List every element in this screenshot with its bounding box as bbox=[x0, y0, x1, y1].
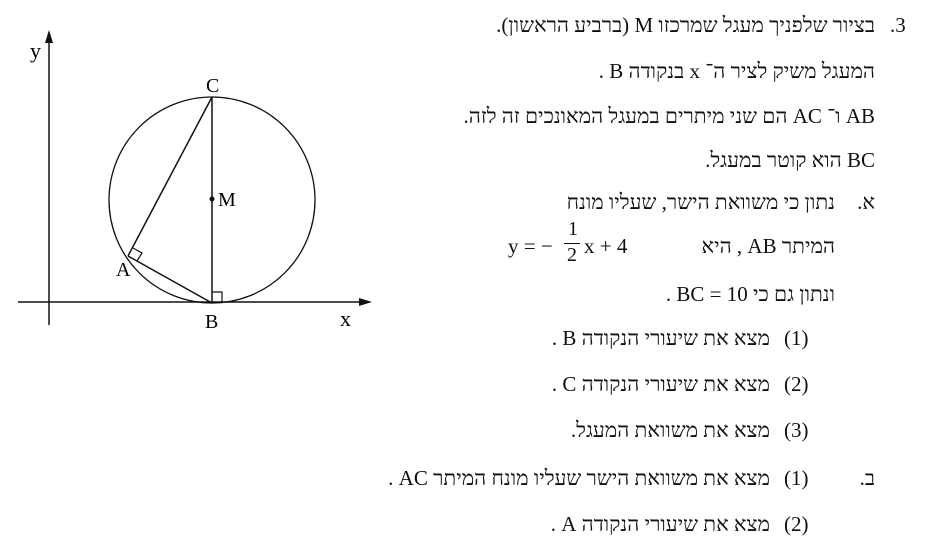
label-a: A bbox=[116, 259, 131, 281]
label-m: M bbox=[218, 189, 236, 211]
part-b-item-1-num: (1) bbox=[784, 466, 809, 490]
label-y-axis: y bbox=[30, 38, 41, 63]
chord-ab bbox=[128, 256, 212, 303]
part-a-given-line-3: ונתון גם כי BC = 10 . bbox=[665, 282, 835, 306]
label-c: C bbox=[206, 75, 220, 97]
intro-line-4: BC הוא קוטר במעגל. bbox=[705, 148, 875, 172]
x-axis-arrow bbox=[359, 298, 372, 306]
part-a-item-2-text: מצא את שיעורי הנקודה C . bbox=[551, 372, 770, 396]
part-b-item-2-text: מצא את שיעורי הנקודה A . bbox=[550, 512, 770, 536]
part-a-item-1-text: מצא את שיעורי הנקודה B . bbox=[551, 326, 770, 350]
center-point-m bbox=[210, 197, 215, 202]
geometry-diagram bbox=[0, 0, 400, 340]
part-a-item-3-text: מצא את משוואת המעגל. bbox=[570, 418, 770, 442]
part-b-letter: ב. bbox=[859, 466, 875, 490]
equation-rhs: x + 4 bbox=[584, 234, 628, 258]
equation-lhs: y = − bbox=[508, 234, 553, 258]
right-angle-b bbox=[212, 292, 222, 302]
equation-ab bbox=[508, 218, 658, 270]
equation-numerator: 1 bbox=[568, 218, 578, 240]
part-a-item-2-num: (2) bbox=[784, 372, 809, 396]
label-b: B bbox=[205, 311, 219, 333]
part-b-item-1-text: מצא את משוואת הישר שעליו מונח המיתר AC . bbox=[388, 466, 770, 490]
part-a-given-line-1: נתון כי משוואת הישר, שעליו מונח bbox=[566, 190, 835, 214]
intro-line-2: המעגל משיק לציר ה־ x בנקודה B . bbox=[598, 59, 875, 83]
part-a-item-3-num: (3) bbox=[784, 418, 809, 442]
part-a-given-line-2-label: המיתר AB , היא bbox=[701, 234, 835, 258]
part-a-item-1-num: (1) bbox=[784, 326, 809, 350]
y-axis-arrow bbox=[45, 30, 53, 43]
part-a-letter: א. bbox=[857, 190, 875, 214]
equation-denominator: 2 bbox=[567, 244, 577, 266]
intro-line-1: בציור שלפניך מעגל שמרכזו M (ברביע הראשון). bbox=[496, 13, 875, 37]
chord-ac bbox=[128, 97, 212, 256]
part-b-item-2-num: (2) bbox=[784, 512, 809, 536]
intro-line-3: AB ו־ AC הם שני מיתרים במעגל המאונכים זה לזה. bbox=[463, 104, 875, 128]
question-number: .3 bbox=[890, 13, 906, 37]
label-x-axis: x bbox=[340, 306, 351, 331]
